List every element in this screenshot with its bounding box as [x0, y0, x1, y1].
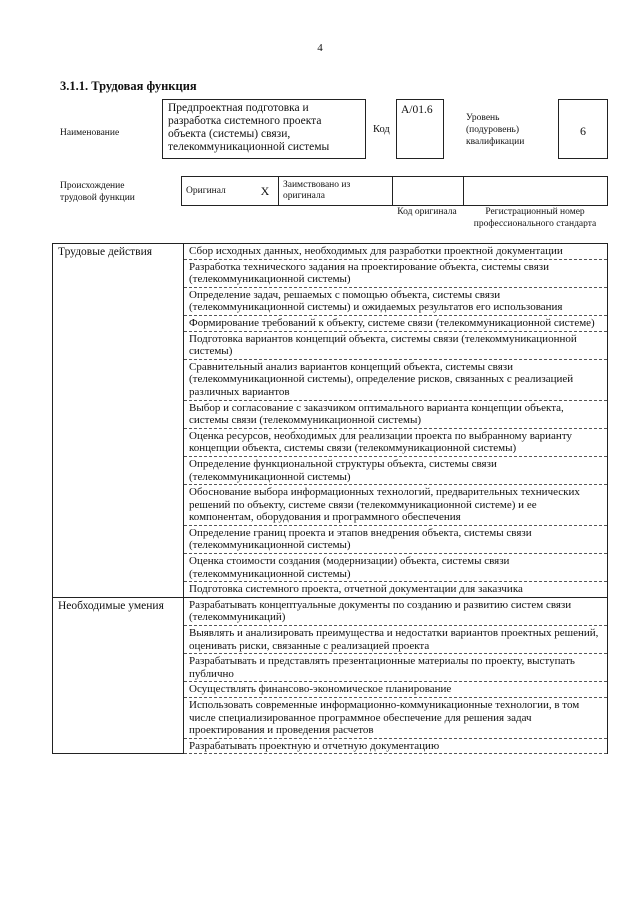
reg-number-label: Регистрационный номер профессионального стандарта — [473, 207, 597, 229]
code-original-label: Код оригинала — [397, 207, 457, 217]
level-label: Уровень (подуровень) квалификации — [466, 113, 525, 147]
original-mark: X — [252, 177, 279, 206]
required-skill-group-label: Необходимые умения — [53, 597, 184, 754]
required-skill-item: Выявлять и анализировать преимущества и недостатки вариантов проектных решений, оценивать риски, связанные с реализацией проекта — [184, 626, 608, 654]
labor-action-item: Оценка ресурсов, необходимых для реализации проекта по выбранному варианту концепции объекта, системы связи (телекоммуникационной системы) — [184, 428, 608, 456]
required-skill-item: Разрабатывать концептуальные документы по созданию и развитию систем связи (телекоммуникаций) — [184, 597, 608, 625]
required-skill-item: Разрабатывать проектную и отчетную документацию — [184, 738, 608, 754]
labor-action-item: Подготовка системного проекта, отчетной документации для заказчика — [184, 582, 608, 598]
labor-action-row — [53, 244, 608, 260]
labor-action-item: Определение функциональной структуры объекта, системы связи (телекоммуникационной системы) — [184, 456, 608, 484]
labor-action-group-label: Трудовые действия — [53, 244, 184, 598]
origin-label: Происхождение трудовой функции — [60, 181, 135, 203]
borrowed-label: Заимствовано из оригинала — [279, 177, 393, 206]
labor-action-item: Оценка стоимости создания (модернизации) объекта, системы связи (телекоммуникационной системы) — [184, 554, 608, 582]
origin-table — [181, 176, 608, 206]
code-label: Код — [373, 124, 390, 135]
labor-action-item: Подготовка вариантов концепций объекта, системы связи (телекоммуникационной системы) — [184, 331, 608, 359]
labor-action-item: Сбор исходных данных, необходимых для разработки проектной документации — [184, 244, 608, 260]
code-value-box: A/01.6 — [396, 99, 444, 159]
code-original-cell — [393, 177, 464, 206]
labor-action-item: Формирование требований к объекту, системе связи (телекоммуникационной системе) — [184, 315, 608, 331]
page-number: 4 — [317, 42, 323, 54]
required-skill-row — [53, 597, 608, 625]
required-skill-item: Использовать современные информационно-коммуникационные технологии, в том числе специализированное программное обеспечение для решения задач проектирования и проведения расчетов — [184, 698, 608, 739]
labor-action-item: Выбор и согласование с заказчиком оптимального варианта концепции объекта, системы связи (телекоммуникационной системы) — [184, 400, 608, 428]
name-value-box: Предпроектная подготовка и разработка системного проекта объекта (системы) связи, телекоммуникационной системы — [162, 99, 366, 159]
labor-action-item: Определение границ проекта и этапов внедрения объекта, системы связи (телекоммуникационной системы) — [184, 525, 608, 553]
labor-action-item: Обоснование выбора информационных технологий, предварительных технических решений по объекту, системе связи (телекоммуникационной системе) и ее компонентам, оборудования и программного обеспечения — [184, 485, 608, 526]
reg-number-cell — [464, 177, 608, 206]
labor-action-item: Сравнительный анализ вариантов концепций объекта, системы связи (телекоммуникационной системы), определение рисков, связанных с реализацией различных вариантов — [184, 359, 608, 400]
level-value-box: 6 — [558, 99, 608, 159]
name-label: Наименование — [60, 128, 120, 138]
function-table — [52, 243, 608, 754]
original-label: Оригинал — [182, 177, 253, 206]
required-skill-item: Разрабатывать и представлять презентационные материалы по проекту, выступать публично — [184, 654, 608, 682]
section-title: 3.1.1. Трудовая функция — [60, 79, 197, 93]
labor-action-item: Определение задач, решаемых с помощью объекта, системы связи (телекоммуникационной системы) и ожидаемых результатов его использования — [184, 287, 608, 315]
labor-action-item: Разработка технического задания на проектирование объекта, системы связи (телекоммуникационной системы) — [184, 259, 608, 287]
required-skill-item: Осуществлять финансово-экономическое планирование — [184, 682, 608, 698]
